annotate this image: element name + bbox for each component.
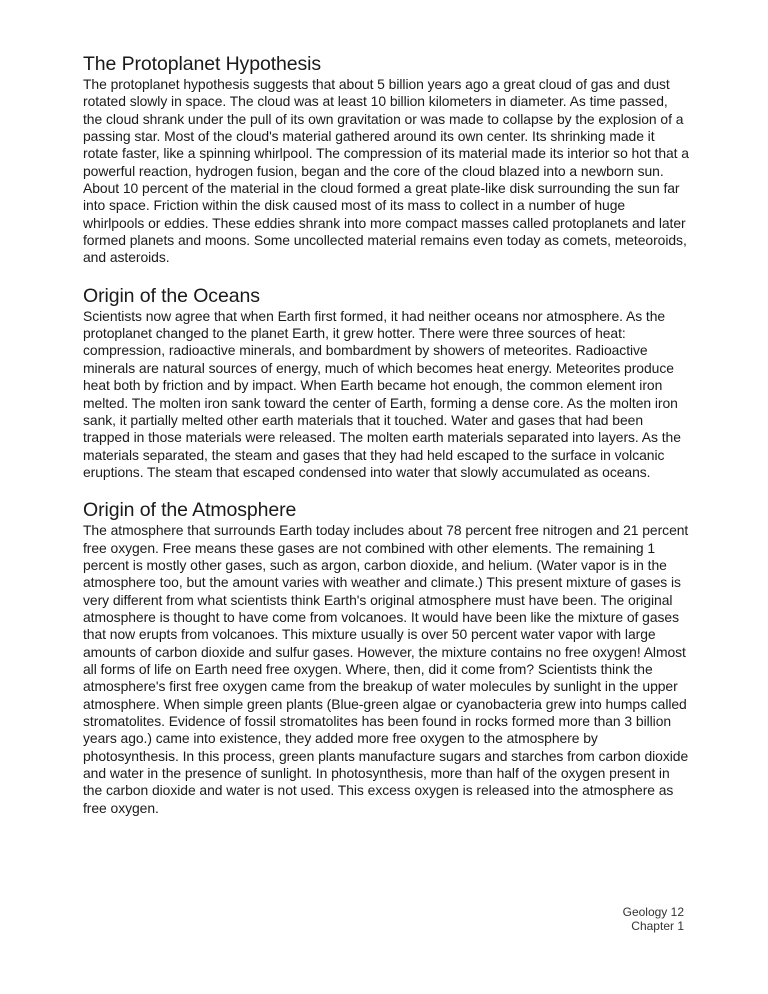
footer-course: Geology 12 [622,905,684,919]
footer-chapter: Chapter 1 [631,919,684,933]
section-origin-of-atmosphere [83,498,689,817]
document-page [83,52,689,817]
page-footer [623,905,684,933]
section-paragraph: Scientists now agree that when Earth first formed, it had neither oceans nor atmosphere. As the protoplanet changed to the planet Earth, it grew hotter. There were three sources of heat: compression, radioactive minerals, and bombardment by showers of meteorites. Radioactive minerals are natural sources of energy, much of which becomes heat energy. Meteorites produce heat both by friction and by impact. When Earth became hot enough, the common element iron melted. The molten iron sank toward the center of Earth, forming a dense core. As the molten iron sank, it partially melted other earth materials that it touched. Water and gases that had been trapped in those materials were released. The molten earth materials separated into layers. As the materials separated, the steam and gases that they had held escaped to the surface in volcanic eruptions. The steam that escaped condensed into water that slowly accumulated as oceans. [83,307,681,480]
section-origin-of-oceans [83,284,689,481]
section-paragraph: The protoplanet hypothesis suggests that about 5 billion years ago a great cloud of gas and dust rotated slowly in space. The cloud was at least 10 billion kilometers in diameter. As time passed, the cloud shrank under the pull of its own gravitation or was made to collapse by the explosion of a passing star. Most of the cloud's material gathered around its own center. Its shrinking made it rotate faster, like a spinning whirlpool. The compression of its material made its interior so hot that a powerful reaction, hydrogen fusion, began and the core of the cloud blazed into a newborn sun. About 10 percent of the material in the cloud formed a great plate-like disk surrounding the sun far into space. Friction within the disk caused most of its mass to collect in a number of huge whirlpools or eddies. These eddies shrank into more compact masses called protoplanets and later formed planets and moons. Some uncollected material remains even today as comets, meteoroids, and asteroids. [83,76,689,266]
section-paragraph: The atmosphere that surrounds Earth today includes about 78 percent free nitrogen and 21 percent free oxygen. Free means these gases are not combined with other elements. The remaining 1 percent is mostly other gases, such as argon, carbon dioxide, and helium. (Water vapor is in the atmosphere too, but the amount varies with weather and climate.) This present mixture of gases is very different from what scientists think Earth's original atmosphere must have been. The original atmosphere is thought to have come from volcanoes. It would have been like the mixture of gases that now erupts from volcanoes. This mixture usually is over 50 percent water vapor with large amounts of carbon dioxide and sulfur gases. However, the mixture contains no free oxygen! Almost all forms of life on Earth need free oxygen. Where, then, did it come from? Scientists think the atmosphere's first free oxygen came from the breakup of water molecules by sunlight in the upper atmosphere. When simple green plants (Blue-green algae or cyanobacteria grew into humps called stromatolites. Evidence of fossil stromatolites has been found in rocks formed more than 3 billion years ago.) came into existence, they added more free oxygen to the atmosphere by photosynthesis. In this process, green plants manufacture sugars and starches from carbon dioxide and water in the presence of sunlight. In photosynthesis, more than half of the oxygen present in the carbon dioxide and water is not used. This excess oxygen is released into the atmosphere as free oxygen. [83,522,689,816]
section-protoplanet-hypothesis [83,52,689,267]
section-heading: The Protoplanet Hypothesis [83,53,322,75]
section-heading: Origin of the Oceans [83,284,260,307]
section-heading: Origin of the Atmosphere [83,499,297,522]
